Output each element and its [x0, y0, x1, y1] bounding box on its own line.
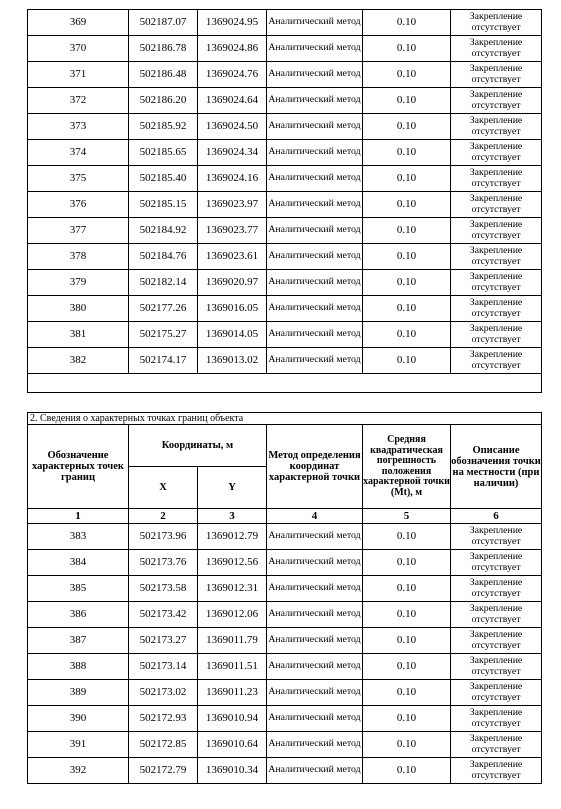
point-number: 384 [28, 550, 129, 576]
error-cell: 0.10 [363, 88, 451, 114]
error-cell: 0.10 [363, 166, 451, 192]
coord-y: 1369023.61 [198, 244, 267, 270]
error-cell: 0.10 [363, 680, 451, 706]
coord-y: 1369024.64 [198, 88, 267, 114]
coord-y: 1369011.23 [198, 680, 267, 706]
point-number: 387 [28, 628, 129, 654]
method-cell: Аналитический метод [267, 524, 363, 550]
method-cell: Аналитический метод [267, 166, 363, 192]
error-cell: 0.10 [363, 732, 451, 758]
column-number: 1 [28, 509, 129, 524]
method-cell: Аналитический метод [267, 62, 363, 88]
coord-y: 1369016.05 [198, 296, 267, 322]
coord-y: 1369010.34 [198, 758, 267, 784]
method-cell: Аналитический метод [267, 322, 363, 348]
method-cell: Аналитический метод [267, 244, 363, 270]
header-description: Описание обозначения точки на местности (при наличии) [451, 425, 542, 509]
column-number: 6 [451, 509, 542, 524]
table-row [28, 758, 542, 784]
coord-y: 1369013.02 [198, 348, 267, 374]
coord-x: 502173.58 [129, 576, 198, 602]
error-cell: 0.10 [363, 602, 451, 628]
point-number: 382 [28, 348, 129, 374]
method-cell: Аналитический метод [267, 550, 363, 576]
coord-x: 502185.65 [129, 140, 198, 166]
coord-x: 502173.76 [129, 550, 198, 576]
coord-x: 502172.85 [129, 732, 198, 758]
column-number: 3 [198, 509, 267, 524]
error-cell: 0.10 [363, 244, 451, 270]
method-cell: Аналитический метод [267, 114, 363, 140]
table-row [28, 550, 542, 576]
table-row [28, 348, 542, 374]
coord-x: 502173.14 [129, 654, 198, 680]
method-cell: Аналитический метод [267, 576, 363, 602]
coord-y: 1369011.79 [198, 628, 267, 654]
point-number: 372 [28, 88, 129, 114]
blank-cell [28, 374, 542, 393]
error-cell: 0.10 [363, 628, 451, 654]
method-cell: Аналитический метод [267, 36, 363, 62]
coord-y: 1369024.76 [198, 62, 267, 88]
error-cell: 0.10 [363, 140, 451, 166]
method-cell: Аналитический метод [267, 218, 363, 244]
method-cell: Аналитический метод [267, 654, 363, 680]
points-table-body [28, 524, 542, 784]
method-cell: Аналитический метод [267, 732, 363, 758]
point-number: 385 [28, 576, 129, 602]
point-number: 374 [28, 140, 129, 166]
description-cell: Закрепление отсутствует [451, 654, 542, 680]
coord-y: 1369023.97 [198, 192, 267, 218]
description-cell: Закрепление отсутствует [451, 706, 542, 732]
table-row [28, 140, 542, 166]
coord-x: 502173.02 [129, 680, 198, 706]
coord-x: 502172.79 [129, 758, 198, 784]
error-cell: 0.10 [363, 270, 451, 296]
error-cell: 0.10 [363, 348, 451, 374]
description-cell: Закрепление отсутствует [451, 576, 542, 602]
coord-y: 1369024.16 [198, 166, 267, 192]
coord-x: 502186.48 [129, 62, 198, 88]
description-cell: Закрепление отсутствует [451, 140, 542, 166]
coord-x: 502173.96 [129, 524, 198, 550]
table-row [28, 62, 542, 88]
method-cell: Аналитический метод [267, 758, 363, 784]
point-number: 369 [28, 10, 129, 36]
point-number: 370 [28, 36, 129, 62]
error-cell: 0.10 [363, 706, 451, 732]
coord-y: 1369010.64 [198, 732, 267, 758]
coord-x: 502175.27 [129, 322, 198, 348]
coord-y: 1369012.56 [198, 550, 267, 576]
description-cell: Закрепление отсутствует [451, 628, 542, 654]
coord-x: 502186.78 [129, 36, 198, 62]
coord-y: 1369024.95 [198, 10, 267, 36]
description-cell: Закрепление отсутствует [451, 166, 542, 192]
coord-y: 1369011.51 [198, 654, 267, 680]
table-row [28, 192, 542, 218]
table-row [28, 244, 542, 270]
table-row [28, 322, 542, 348]
method-cell: Аналитический метод [267, 192, 363, 218]
coord-x: 502172.93 [129, 706, 198, 732]
description-cell: Закрепление отсутствует [451, 758, 542, 784]
description-cell: Закрепление отсутствует [451, 322, 542, 348]
header-x: X [129, 467, 198, 509]
coord-y: 1369024.50 [198, 114, 267, 140]
section-title: 2. Сведения о характерных точках границ объекта [28, 413, 542, 425]
header-y: Y [198, 467, 267, 509]
column-number: 4 [267, 509, 363, 524]
point-number: 373 [28, 114, 129, 140]
point-number: 376 [28, 192, 129, 218]
coord-y: 1369020.97 [198, 270, 267, 296]
coord-y: 1369014.05 [198, 322, 267, 348]
error-cell: 0.10 [363, 550, 451, 576]
header-point-designation: Обозначение характерных точек границ [28, 425, 129, 509]
coord-x: 502185.40 [129, 166, 198, 192]
coord-x: 502185.15 [129, 192, 198, 218]
table-row [28, 732, 542, 758]
description-cell: Закрепление отсутствует [451, 88, 542, 114]
description-cell: Закрепление отсутствует [451, 550, 542, 576]
error-cell: 0.10 [363, 758, 451, 784]
coord-x: 502174.17 [129, 348, 198, 374]
points-table [27, 412, 542, 784]
description-cell: Закрепление отсутствует [451, 524, 542, 550]
point-number: 381 [28, 322, 129, 348]
point-number: 386 [28, 602, 129, 628]
description-cell: Закрепление отсутствует [451, 602, 542, 628]
description-cell: Закрепление отсутствует [451, 270, 542, 296]
method-cell: Аналитический метод [267, 270, 363, 296]
coord-x: 502186.20 [129, 88, 198, 114]
table-row [28, 576, 542, 602]
method-cell: Аналитический метод [267, 88, 363, 114]
point-number: 375 [28, 166, 129, 192]
points-table-continued [27, 9, 542, 393]
description-cell: Закрепление отсутствует [451, 62, 542, 88]
error-cell: 0.10 [363, 192, 451, 218]
coord-y: 1369012.06 [198, 602, 267, 628]
table-row [28, 36, 542, 62]
error-cell: 0.10 [363, 36, 451, 62]
description-cell: Закрепление отсутствует [451, 36, 542, 62]
point-number: 380 [28, 296, 129, 322]
description-cell: Закрепление отсутствует [451, 114, 542, 140]
description-cell: Закрепление отсутствует [451, 348, 542, 374]
coord-x: 502184.76 [129, 244, 198, 270]
coord-x: 502185.92 [129, 114, 198, 140]
coord-y: 1369024.34 [198, 140, 267, 166]
coord-y: 1369012.31 [198, 576, 267, 602]
table-row [28, 680, 542, 706]
coord-x: 502173.42 [129, 602, 198, 628]
column-number: 5 [363, 509, 451, 524]
point-number: 391 [28, 732, 129, 758]
error-cell: 0.10 [363, 654, 451, 680]
header-error: Средняя квадратическая погрешность положения характерной точки (Mt), м [363, 425, 451, 509]
error-cell: 0.10 [363, 322, 451, 348]
table-row [28, 296, 542, 322]
coord-y: 1369023.77 [198, 218, 267, 244]
coord-x: 502187.07 [129, 10, 198, 36]
point-number: 379 [28, 270, 129, 296]
method-cell: Аналитический метод [267, 10, 363, 36]
table-row [28, 524, 542, 550]
description-cell: Закрепление отсутствует [451, 10, 542, 36]
point-number: 390 [28, 706, 129, 732]
table-row [28, 88, 542, 114]
method-cell: Аналитический метод [267, 706, 363, 732]
table-row [28, 628, 542, 654]
table-row [28, 270, 542, 296]
error-cell: 0.10 [363, 62, 451, 88]
point-number: 388 [28, 654, 129, 680]
coord-y: 1369024.86 [198, 36, 267, 62]
table-row [28, 10, 542, 36]
point-number: 371 [28, 62, 129, 88]
method-cell: Аналитический метод [267, 680, 363, 706]
method-cell: Аналитический метод [267, 348, 363, 374]
table-row [28, 654, 542, 680]
description-cell: Закрепление отсутствует [451, 244, 542, 270]
description-cell: Закрепление отсутствует [451, 296, 542, 322]
method-cell: Аналитический метод [267, 140, 363, 166]
table-row [28, 602, 542, 628]
point-number: 383 [28, 524, 129, 550]
coord-y: 1369010.94 [198, 706, 267, 732]
table-row [28, 218, 542, 244]
description-cell: Закрепление отсутствует [451, 732, 542, 758]
column-number: 2 [129, 509, 198, 524]
point-number: 378 [28, 244, 129, 270]
error-cell: 0.10 [363, 576, 451, 602]
header-coordinates: Координаты, м [129, 425, 267, 467]
coord-x: 502177.26 [129, 296, 198, 322]
description-cell: Закрепление отсутствует [451, 218, 542, 244]
table-row [28, 166, 542, 192]
description-cell: Закрепление отсутствует [451, 192, 542, 218]
error-cell: 0.10 [363, 114, 451, 140]
header-method: Метод определения координат характерной точки [267, 425, 363, 509]
point-number: 392 [28, 758, 129, 784]
points-table-continued-body [28, 10, 542, 393]
coord-y: 1369012.79 [198, 524, 267, 550]
table-row [28, 706, 542, 732]
error-cell: 0.10 [363, 10, 451, 36]
point-number: 389 [28, 680, 129, 706]
table-row [28, 114, 542, 140]
method-cell: Аналитический метод [267, 602, 363, 628]
error-cell: 0.10 [363, 218, 451, 244]
blank-row [28, 374, 542, 393]
method-cell: Аналитический метод [267, 628, 363, 654]
point-number: 377 [28, 218, 129, 244]
coord-x: 502182.14 [129, 270, 198, 296]
coord-x: 502184.92 [129, 218, 198, 244]
error-cell: 0.10 [363, 296, 451, 322]
method-cell: Аналитический метод [267, 296, 363, 322]
description-cell: Закрепление отсутствует [451, 680, 542, 706]
error-cell: 0.10 [363, 524, 451, 550]
coord-x: 502173.27 [129, 628, 198, 654]
